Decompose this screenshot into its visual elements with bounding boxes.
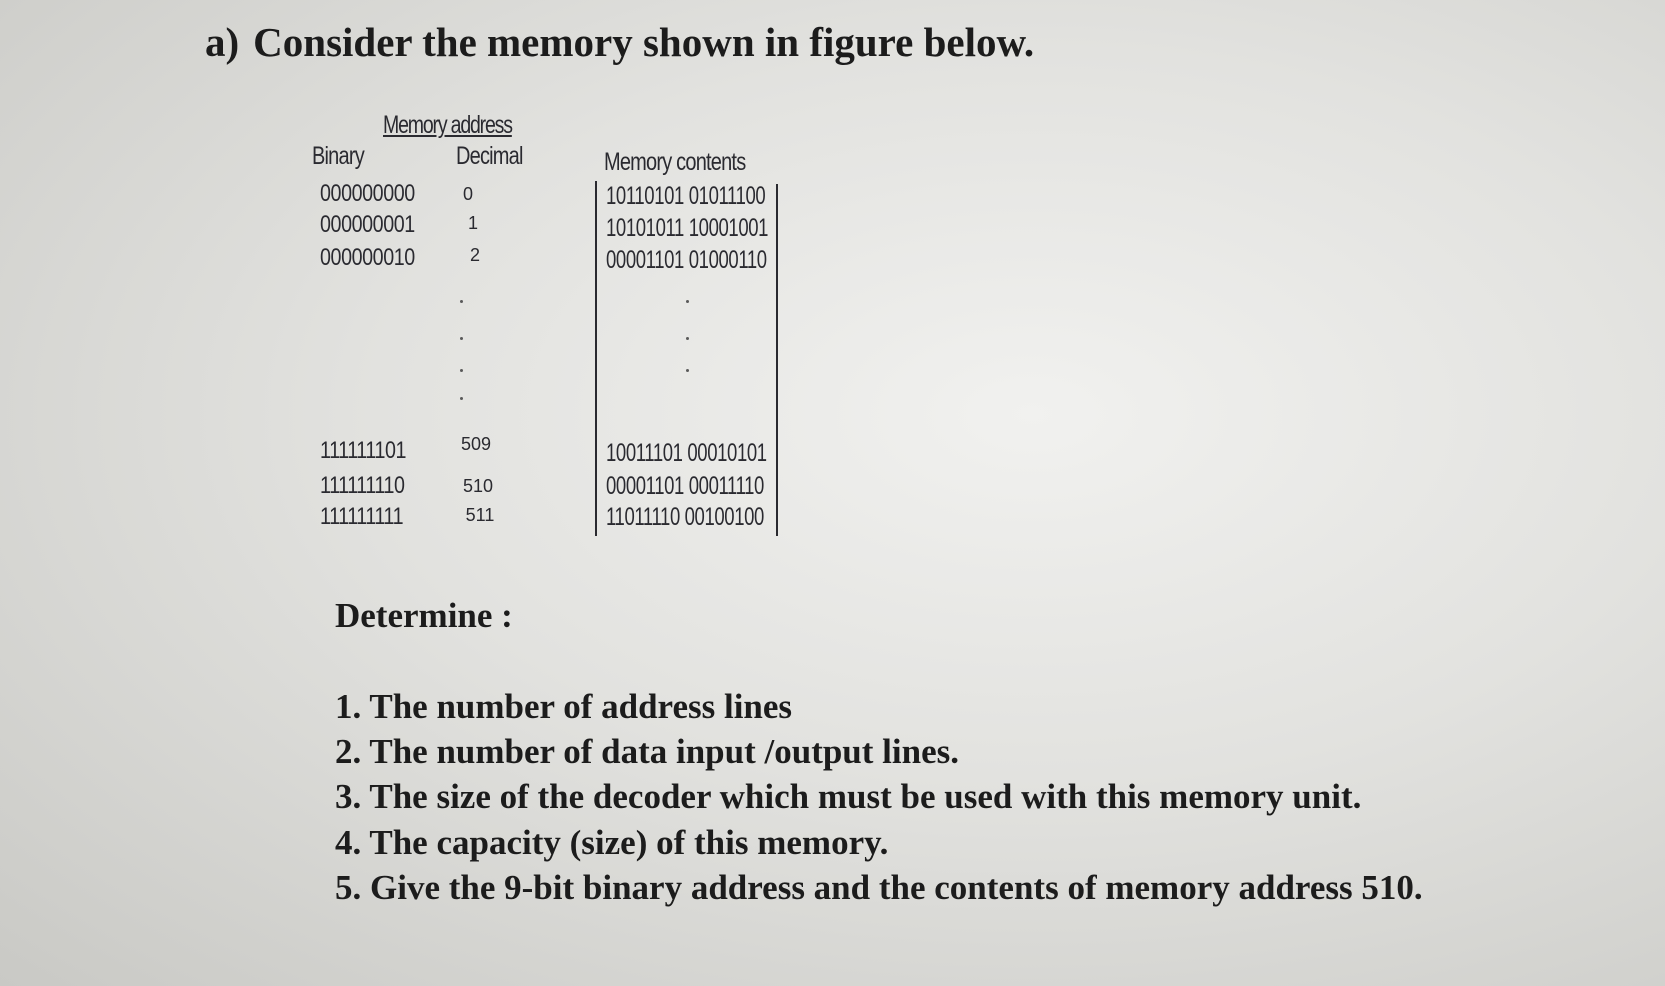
determine-label: Determine :: [335, 596, 513, 635]
memory-word: 00001101 01000110: [606, 246, 767, 274]
question-heading: [205, 18, 1034, 66]
memory-box-right-border: [776, 184, 778, 536]
question-item: 3. The size of the decoder which must be used with this memory unit.: [335, 777, 1362, 816]
memory-word: 00001101 00011110: [606, 472, 764, 500]
question-text: Consider the memory shown in figure below.: [253, 19, 1035, 65]
decimal-address: 2: [469, 245, 480, 265]
ellipsis-dot: [686, 337, 689, 340]
ellipsis-dot: [460, 337, 463, 340]
question-item: 5. Give the 9-bit binary address and the contents of memory address 510.: [335, 868, 1423, 907]
question-item: 1. The number of address lines: [335, 687, 793, 726]
binary-address: 111111101: [320, 437, 407, 464]
memory-word: 10110101 01011100: [606, 182, 766, 210]
ellipsis-dot: [460, 369, 463, 372]
memory-address-title: Memory address: [383, 111, 512, 139]
question-item: 2. The number of data input /output lines.: [335, 732, 960, 771]
binary-column-header: Binary: [312, 142, 364, 170]
binary-address: 111111110: [320, 472, 405, 499]
decimal-address: 1: [467, 213, 478, 233]
memory-word: 11011110 00100100: [606, 503, 764, 531]
decimal-address: 510: [462, 476, 494, 496]
memory-word: 10011101 00010101: [606, 439, 767, 467]
decimal-column-header: Decimal: [456, 142, 523, 170]
decimal-address: 511: [465, 505, 495, 525]
binary-address: 000000010: [320, 244, 415, 271]
memory-word: 10101011 10001001: [606, 214, 769, 242]
ellipsis-dot: [460, 397, 463, 400]
question-item: 4. The capacity (size) of this memory.: [335, 823, 889, 862]
memory-contents-header: Memory contents: [604, 148, 746, 176]
decimal-address: 509: [460, 434, 492, 454]
binary-address: 000000000: [320, 180, 415, 207]
question-label: a): [205, 19, 240, 65]
decimal-address: 0: [462, 184, 473, 204]
ellipsis-dot: [686, 369, 689, 372]
binary-address: 000000001: [320, 211, 415, 238]
ellipsis-dot: [460, 300, 463, 303]
ellipsis-dot: [686, 300, 689, 303]
binary-address: 111111111: [320, 503, 404, 530]
memory-box-left-border: [595, 181, 597, 536]
